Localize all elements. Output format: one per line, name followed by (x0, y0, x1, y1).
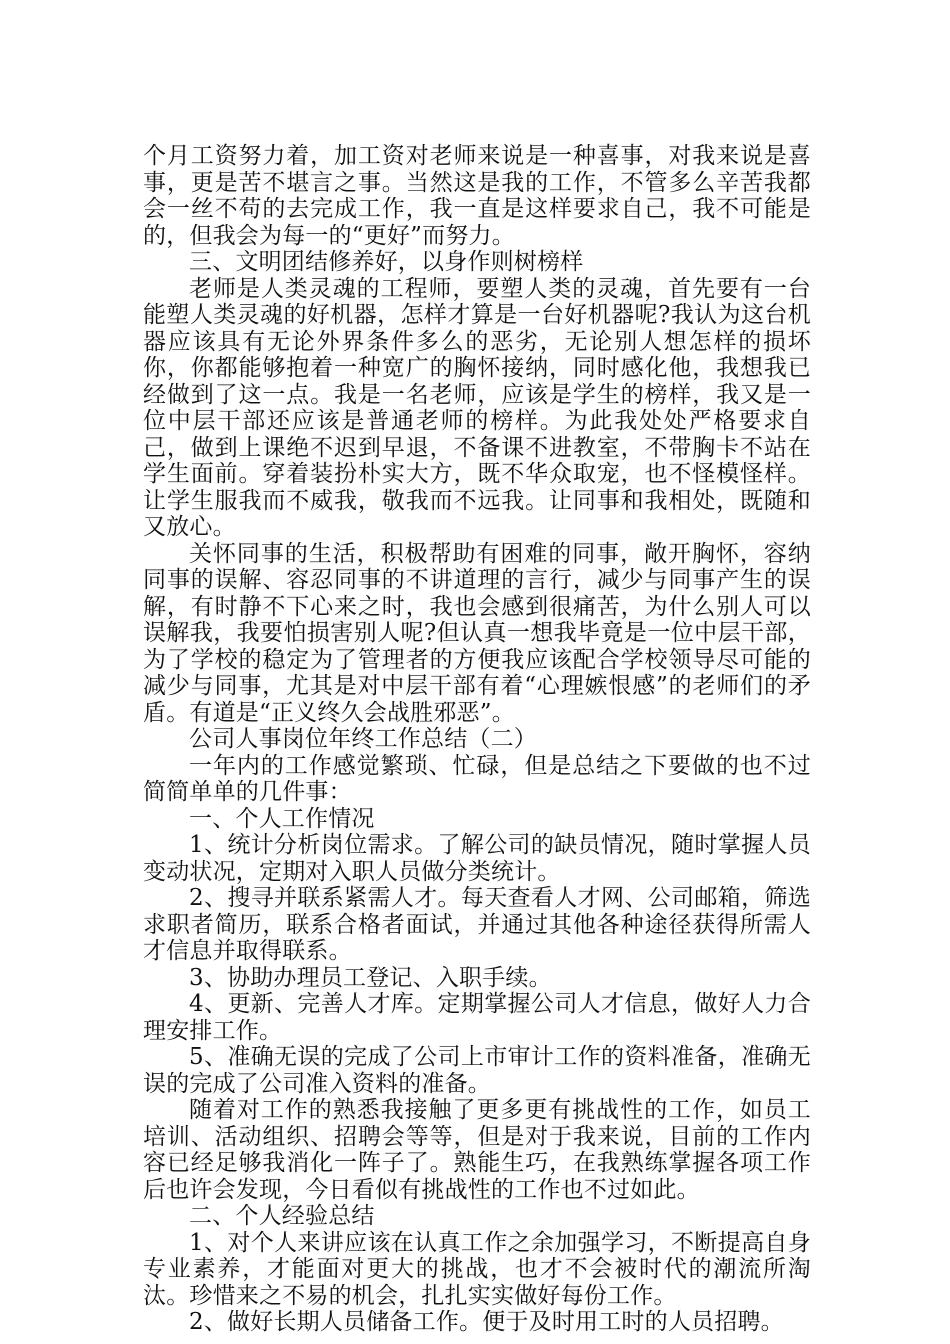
heading-section-three: 三、文明团结修养好，以身作则树榜样 (189, 249, 584, 275)
experience-item-1: 1、对个人来讲应该在认真工作之余加强学习，不断提高自身专业素养，才能面对更大的挑战，也才不会被时代的潮流所淘汰。珍惜来之不易的机会，扎扎实实做好每份工作。 (143, 1229, 811, 1309)
list-item-5: 5、准确无误的完成了公司上市审计工作的资料准备，准确无误的完成了公司准入资料的准备。 (143, 1044, 811, 1097)
list-item-1: 1、统计分析岗位需求。了解公司的缺员情况，随时掌握人员变动状况，定期对入职人员做分类统计。 (143, 832, 811, 885)
paragraph-challenges: 随着对工作的熟悉我接触了更多更有挑战性的工作，如员工培训、活动组织、招聘会等等，但是对于我来说，目前的工作内容已经足够我消化一阵子了。熟能生巧，在我熟练掌握各项工作后也许会发现，今日看似有挑战性的工作也不过如此。 (143, 1097, 811, 1203)
paragraph-teacher-role-model: 老师是人类灵魂的工程师，要塑人类的灵魂，首先要有一台能塑人类灵魂的好机器，怎样才算是一台好机器呢?我认为这台机器应该具有无论外界条件多么的恶劣，无论别人想怎样的损坏你，你都能够抱着一种宽广的胸怀接纳，同时感化他，我想我已经做到了这一点。我是一名老师，应该是学生的榜样，我又是一位中层干部还应该是普通老师的榜样。为此我处处严格要求自己，做到上课绝不迟到早退，不备课不进教室，不带胸卡不站在学生面前。穿着装扮朴实大方，既不华众取宠，也不怪模怪样。让学生服我而不威我，敬我而不远我。让同事和我相处，既随和又放心。 (143, 275, 811, 540)
list-item-4: 4、更新、完善人才库。定期掌握公司人才信息，做好人力合理安排工作。 (143, 991, 811, 1044)
heading-summary-two: 公司人事岗位年终工作总结（二） (189, 726, 537, 752)
heading-personal-work: 一、个人工作情况 (189, 805, 375, 832)
experience-item-2: 2、做好长期人员储备工作。便于及时用工时的人员招聘。 (189, 1309, 784, 1335)
list-item-2: 2、搜寻并联系紧需人才。每天查看人才网、公司邮箱，筛选求职者简历，联系合格者面试，并通过其他各种途径获得所需人才信息并取得联系。 (143, 885, 811, 964)
paragraph-colleagues: 关怀同事的生活，积极帮助有困难的同事，敞开胸怀，容纳同事的误解、容忍同事的不讲道理的言行，减少与同事产生的误解，有时静不下心来之时，我也会感到很痛苦，为什么别人可以误解我，我要怕损害别人呢?但认真一想我毕竟是一位中层干部，为了学校的稳定为了管理者的方便我应该配合学校领导尽可能的减少与同事，尤其是对中层干部有着“心理嫉恨感”的老师们的矛盾。有道是“正义终久会战胜邪恶”。 (143, 540, 811, 726)
paragraph-salary: 个月工资努力着，加工资对老师来说是一种喜事，对我来说是喜事，更是苦不堪言之事。当然这是我的工作，不管多么辛苦我都会一丝不苟的去完成工作，我一直是这样要求自己，我不可能是的，但我会为每一的“更好”而努力。 (143, 143, 811, 249)
heading-experience: 二、个人经验总结 (189, 1203, 375, 1229)
list-item-3: 3、协助办理员工登记、入职手续。 (189, 964, 552, 991)
paragraph-year-intro: 一年内的工作感觉繁琐、忙碌，但是总结之下要做的也不过简简单单的几件事： (143, 752, 811, 805)
document-body (143, 143, 811, 1336)
